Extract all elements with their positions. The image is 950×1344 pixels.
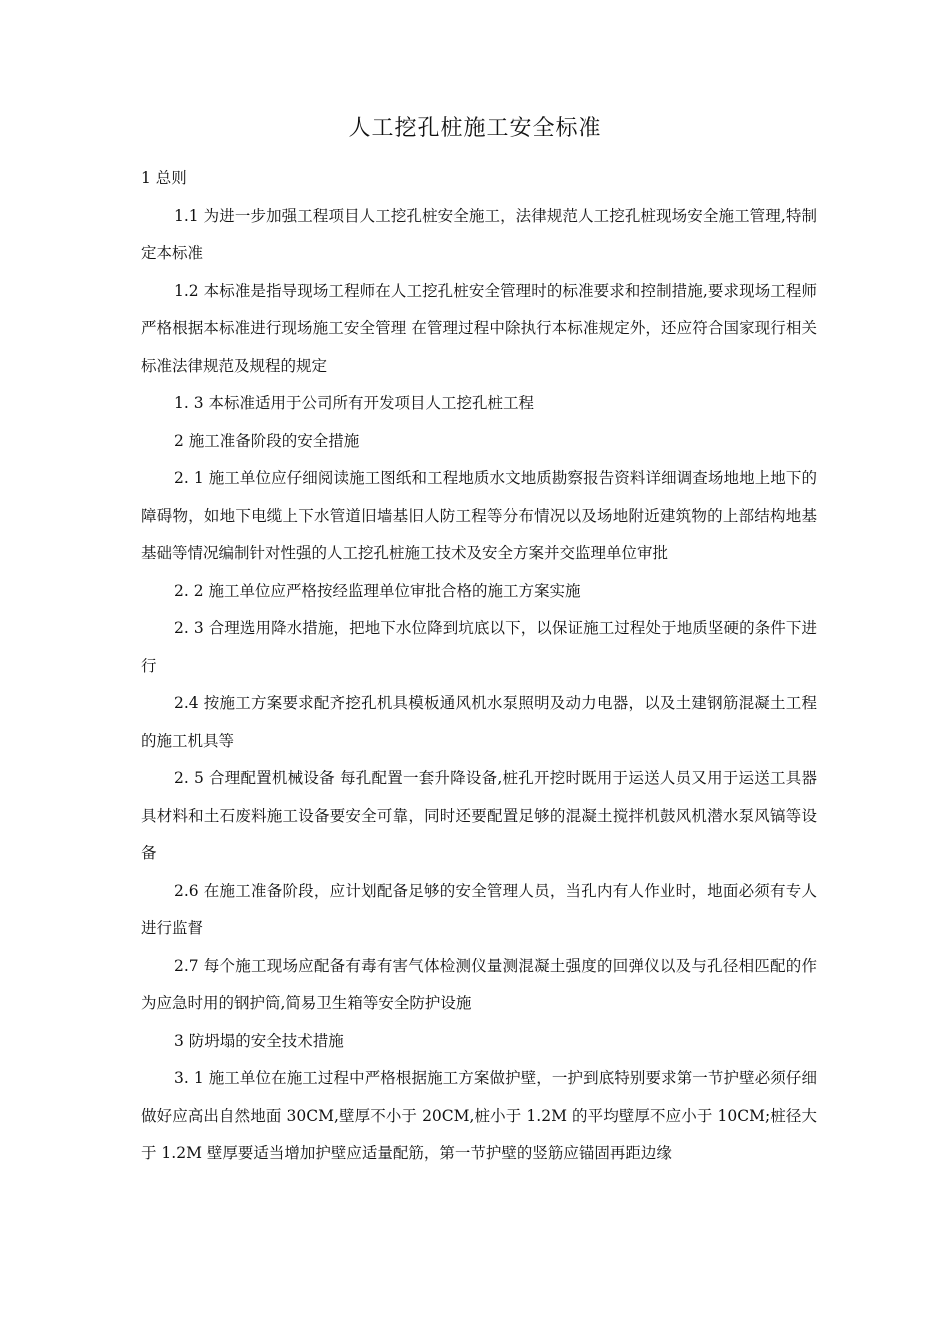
- paragraph-2-3: 2. 3 合理选用降水措施，把地下水位降到坑底以下，以保证施工过程处于地质坚硬的条件下进行: [141, 619, 817, 675]
- paragraph-section-3-heading: 3 防坍塌的安全技术措施: [174, 1031, 344, 1050]
- document-body: [141, 160, 817, 1173]
- paragraph-2-5: 2. 5 合理配置机械设备 每孔配置一套升降设备,桩孔开挖时既用于运送人员又用于运送工具器具材料和土石废料施工设备要安全可靠，同时还要配置足够的混凝土搅拌机鼓风机潜水泵风镐等设备: [141, 769, 817, 862]
- paragraph-1-3: 1. 3 本标准适用于公司所有开发项目人工挖孔桩工程: [174, 394, 535, 412]
- paragraph-1-2: 1.2 本标准是指导现场工程师在人工挖孔桩安全管理时的标准要求和控制措施,要求现场工程师严格根据本标准进行现场施工安全管理 在管理过程中除执行本标准规定外，还应符合国家现行相关标准法律规范及规程的规定: [141, 281, 817, 375]
- paragraph-2-7: 2.7 每个施工现场应配备有毒有害气体检测仪量测混凝土强度的回弹仪以及与孔径相匹配的作为应急时用的钢护筒,简易卫生箱等安全防护设施: [141, 956, 817, 1012]
- document-title: 人工挖孔桩施工安全标准: [348, 116, 602, 141]
- paragraph-2-6: 2.6 在施工准备阶段，应计划配备足够的安全管理人员，当孔内有人作业时，地面必须有专人进行监督: [141, 881, 817, 937]
- paragraph-2-4: 2.4 按施工方案要求配齐挖孔机具模板通风机水泵照明及动力电器，以及土建钢筋混凝土工程的施工机具等: [141, 694, 817, 750]
- paragraph-3-1: 3. 1 施工单位在施工过程中严格根据施工方案做护壁，一护到底特别要求第一节护壁必须仔细做好应高出自然地面 30CM,壁厚不小于 20CM,桩小于 1.2M 的平均壁厚不应小于 10CM;桩径大于 1.2M 壁厚要适当增加护壁应适量配筋，第一节护壁的竖筋应锚固再距边缘: [141, 1069, 817, 1162]
- paragraph-2-1: 2. 1 施工单位应仔细阅读施工图纸和工程地质水文地质勘察报告资料详细调查场地地上地下的障碍物，如地下电缆上下水管道旧墙基旧人防工程等分布情况以及场地附近建筑物的上部结构地基基础等情况编制针对性强的人工挖孔桩施工技术及安全方案并交监理单位审批: [141, 469, 817, 562]
- paragraph-2-2: 2. 2 施工单位应严格按经监理单位审批合格的施工方案实施: [174, 581, 581, 600]
- paragraph-section-2-heading: 2 施工准备阶段的安全措施: [174, 431, 360, 450]
- paragraph-1-1: 1.1 为进一步加强工程项目人工挖孔桩安全施工，法律规范人工挖孔桩现场安全施工管理,特制定本标准: [141, 206, 817, 262]
- paragraph-section-1-heading: 1 总则: [141, 169, 187, 187]
